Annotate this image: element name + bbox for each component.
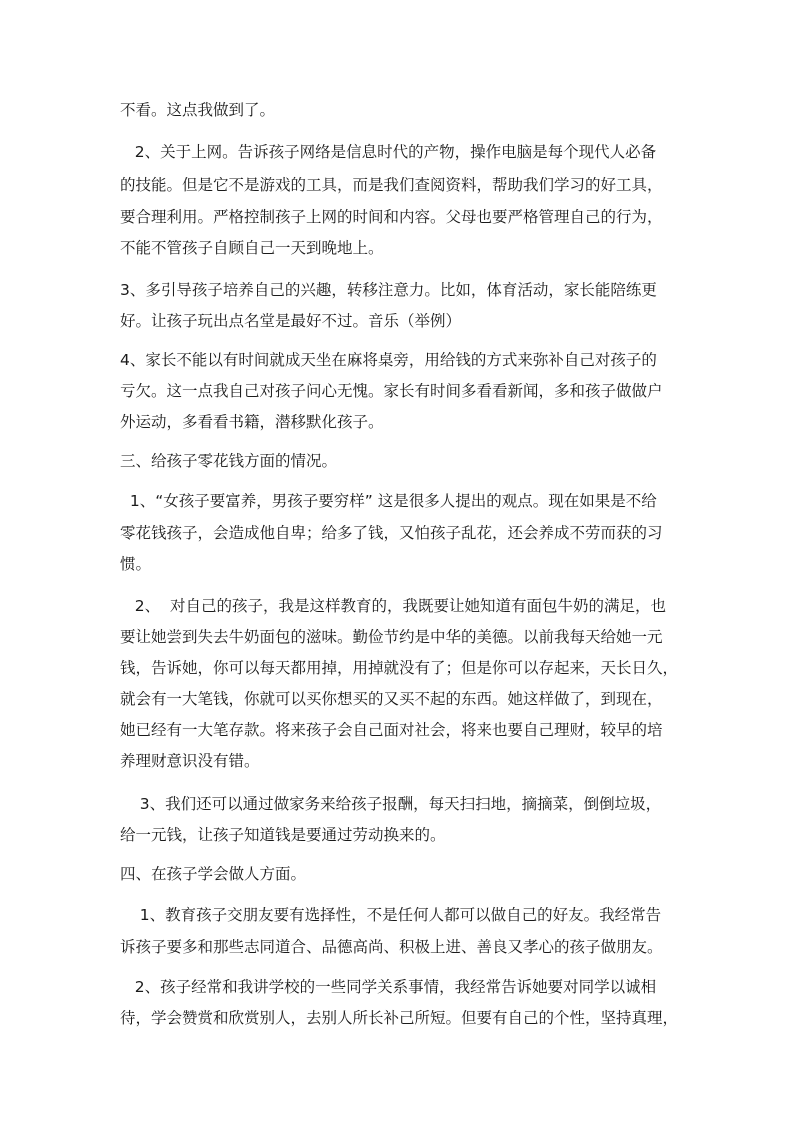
text-line: 就会有一大笔钱，你就可以买你想买的又买不起的东西。她这样做了，到现在， bbox=[120, 690, 663, 708]
text-line: 的技能。但是它不是游戏的工具，而是我们查阅资料，帮助我们学习的好工具， bbox=[120, 176, 663, 194]
text-line: 惯。 bbox=[120, 555, 152, 573]
section-heading: 三、给孩子零花钱方面的情况。 bbox=[120, 452, 338, 470]
text-line: 诉孩子要多和那些志同道合、品德高尚、积极上进、善良又孝心的孩子做朋友。 bbox=[120, 938, 663, 956]
text-line: 不能不管孩子自顾自己一天到晚地上。 bbox=[120, 239, 384, 257]
text-line: 外运动，多看看书籍，潜移默化孩子。 bbox=[120, 413, 384, 431]
text-line: 好。让孩子玩出点名堂是最好不过。音乐（举例） bbox=[120, 312, 462, 330]
section-heading: 四、在孩子学会做人方面。 bbox=[120, 865, 307, 883]
text-line: 待，学会赞赏和欣赏别人，去别人所长补己所短。但要有自己的个性，坚持真理， bbox=[120, 1009, 679, 1027]
text-line: 2、关于上网。告诉孩子网络是信息时代的产物，操作电脑是每个现代人必备 bbox=[120, 143, 657, 161]
text-line: 钱，告诉她，你可以每天都用掉，用掉就没有了；但是你可以存起来，天长日久， bbox=[120, 659, 679, 677]
text-line: 2、孩子经常和我讲学校的一些同学关系事情，我经常告诉她要对同学以诚相 bbox=[120, 978, 657, 996]
text-line: 1、教育孩子交朋友要有选择性，不是任何人都可以做自己的好友。我经常告 bbox=[120, 906, 662, 924]
text-line: 要让她尝到失去牛奶面包的滋味。勤俭节约是中华的美德。以前我每天给她一元 bbox=[120, 628, 663, 646]
text-line: 不看。这点我做到了。 bbox=[120, 101, 276, 119]
text-line: 给一元钱，让孩子知道钱是要通过劳动换来的。 bbox=[120, 826, 446, 844]
text-line: 1、“女孩子要富养，男孩子要穷样” 这是很多人提出的观点。现在如果是不给 bbox=[120, 492, 657, 510]
text-line: 她已经有一大笔存款。将来孩子会自己面对社会，将来也要自己理财，较早的培 bbox=[120, 721, 663, 739]
text-line: 要合理利用。严格控制孩子上网的时间和内容。父母也要严格管理自己的行为， bbox=[120, 208, 663, 226]
text-line: 3、我们还可以通过做家务来给孩子报酬，每天扫扫地，摘摘菜，倒倒垃圾， bbox=[120, 795, 662, 813]
text-line: 2、 对自己的孩子，我是这样教育的，我既要让她知道有面包牛奶的满足，也 bbox=[120, 597, 666, 615]
text-line: 零花钱孩子，会造成他自卑；给多了钱，又怕孩子乱花，还会养成不劳而获的习 bbox=[120, 524, 663, 542]
text-line: 亏欠。这一点我自己对孩子问心无愧。家长有时间多看看新闻，多和孩子做做户 bbox=[120, 382, 663, 400]
text-line: 4、家长不能以有时间就成天坐在麻将桌旁，用给钱的方式来弥补自己对孩子的 bbox=[120, 351, 657, 369]
text-line: 养理财意识没有错。 bbox=[120, 752, 260, 770]
text-line: 3、多引导孩子培养自己的兴趣，转移注意力。比如，体育活动，家长能陪练更 bbox=[120, 281, 657, 299]
